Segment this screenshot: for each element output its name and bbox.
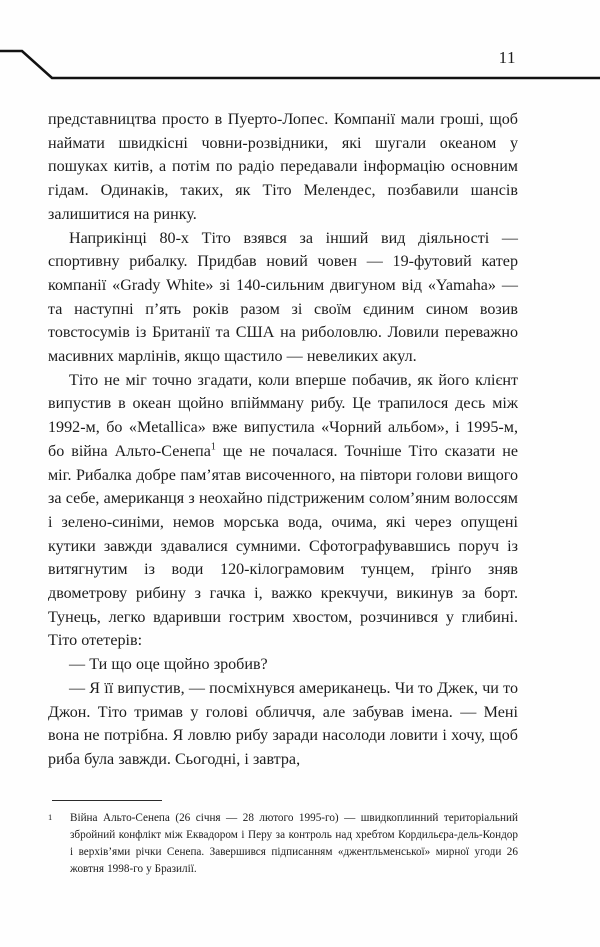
footnote-text: Війна Альто-Сенепа (26 січня — 28 лютого 1995-го) — швидкоплинний територіальний збройний конфлікт між Еквадором і Перу за контроль над хребтом Кордильєра-дель-Кондор і верхів’ями річки Сенепа. Завершився підписанням «джентльменської» мирної угоди 26 жовтня 1998-го у Бразилії.	[70, 812, 518, 875]
footnote-marker: 1	[48, 812, 53, 822]
paragraph-3-text-after-footnote-ref: ще не почалася. Точніше Тіто сказати не міг. Рибалка добре пам’ятав височенного, на півтори голови вищого за себе, американця з неохайно підстриженим солом’яним волоссям і зелено-синіми, немов морська вода, очима, які через опущені кутики завжди здавалися сумними. Сфотографувавшись поруч із витягнутим із води 120-кілограмовим тунцем, ґрінґо зняв двометрову рибину з гачка і, важко крекчучи, викинув за борт. Тунець, легко вдаривши гострим хвостом, розчинився у глибині. Тіто отетерів:	[48, 442, 518, 650]
paragraph-3	[48, 369, 518, 653]
paragraph-1: представництва просто в Пуерто-Лопес. Компанії мали гроші, щоб наймати швидкісні човни-розвідники, які шугали океаном у пошуках китів, а потім по радіо передавали інформацію основним гідам. Одинаків, таких, як Тіто Мелендес, позбавили шансів залишитися на ринку.	[48, 111, 518, 223]
footnote-reference-1[interactable]: 1	[210, 441, 216, 453]
paragraph-2: Наприкінці 80-х Тіто взявся за інший вид діяльності — спортивну рибалку. Придбав новий човен — 19-футовий катер компанії «Grady White» зі 140-сильним двигуном від «Yamaha» — та наступні п’ять років разом зі своїм єдиним сином возив товстосумів із Британії та США на риболовлю. Ловили переважно масивних марлінів, якщо щастило — невеликих акул.	[48, 229, 518, 366]
paragraph-4-dialogue: — Ти що оце щойно зробив?	[69, 656, 268, 674]
page-number: 11	[498, 48, 516, 67]
footnote-separator-rule	[52, 800, 162, 801]
running-header	[0, 0, 600, 96]
body-text-column	[48, 108, 518, 772]
footnote-area	[48, 800, 518, 878]
paragraph-5-dialogue: — Я її випустив, — посміхнувся американець. Чи то Джек, чи то Джон. Тіто тримав у голові обличчя, але забував імена. — Мені вона не потрібна. Я ловлю рибу заради насолоди ловити і хочу, щоб риба була завжди. Сьогодні, і завтра,	[48, 679, 518, 768]
footnote-item	[48, 810, 518, 878]
paragraph-3-text-before-footnote-ref: Тіто не міг точно згадати, коли вперше побачив, як його клієнт випустив в океан щойно впіймману рибу. Це трапилося десь між 1992-м, бо «Metallica» вже випустила «Чорний альбом», і 1995-м, бо війна Альто-Сенепа	[48, 371, 518, 460]
